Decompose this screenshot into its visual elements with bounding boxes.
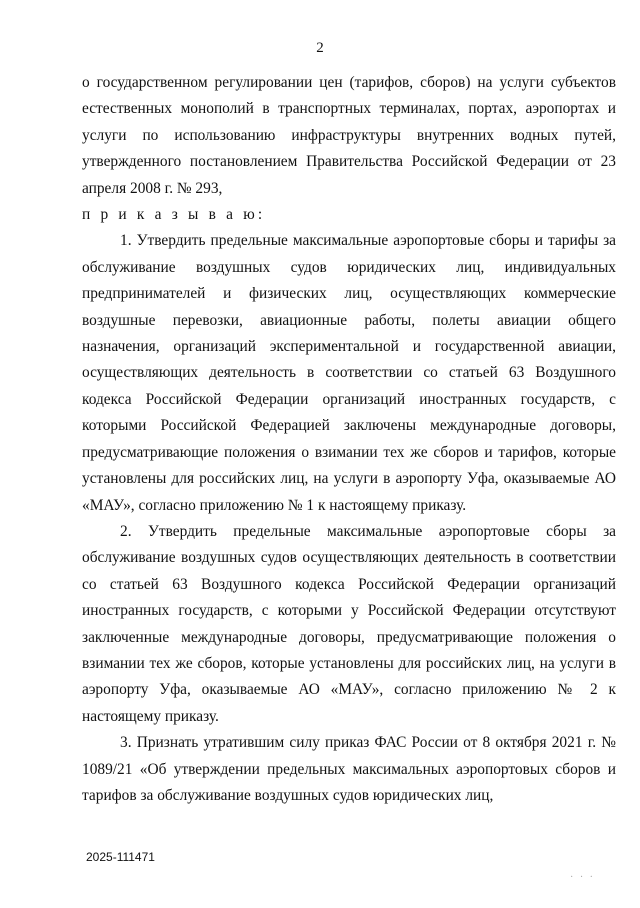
paragraph-item-3: 3. Признать утратившим силу приказ ФАС России от 8 октября 2021 г. № 1089/21 «Об утверждении предельных максимальных аэропортовых сборов и тарифов за обслуживание воздушных судов юридических лиц, xyxy=(82,734,616,804)
paragraph-preamble-continuation: о государственном регулировании цен (тарифов, сборов) на услуги субъектов естественных монополий в транспортных терминалах, портах, аэропортах и услуги по использованию инфраструктуры внутренних водных путей, утвержденного постановлением Правительства Российской Федерации от 23 апреля 2008 г. № 293, xyxy=(82,74,616,197)
paragraph-item-1: 1. Утвердить предельные максимальные аэропортовые сборы и тарифы за обслуживание воздушных судов юридических лиц, индивидуальных предпринимателей и физических лиц, осуществляющих коммерческие воздушные перевозки, авиационные работы, полеты авиации общего назначения, организаций экспериментальной и государственной авиации, осуществляющих деятельность в соответствии со статьей 63 Воздушного кодекса Российской Федерации организаций иностранных государств, с которыми Российской Федерацией заключены международные договоры, предусматривающие положения о взимании тех же сборов и тарифов, которые установлены для российских лиц, на услуги в аэропорту Уфа, оказываемые АО «МАУ», согласно приложению № 1 к настоящему приказу. xyxy=(82,232,616,514)
paragraph-order-word: п р и к а з ы в а ю: xyxy=(82,206,266,224)
document-body xyxy=(82,70,616,809)
faint-stamp-mark: · · · xyxy=(570,872,595,883)
paragraph-item-2: 2. Утвердить предельные максимальные аэропортовые сборы за обслуживание воздушных судов осуществляющих деятельность в соответствии со статьей 63 Воздушного кодекса Российской Федерации организаций иностранных государств, с которыми у Российской Федерации отсутствуют заключенные международные договоры, предусматривающие положения о взимании тех же сборов, которые установлены для российских лиц, на услуги в аэропорту Уфа, оказываемые АО «МАУ», согласно приложению № 2 к настоящему приказу. xyxy=(82,522,616,725)
page-number: 2 xyxy=(316,40,324,56)
document-registration-number: 2025-111471 xyxy=(86,850,155,864)
